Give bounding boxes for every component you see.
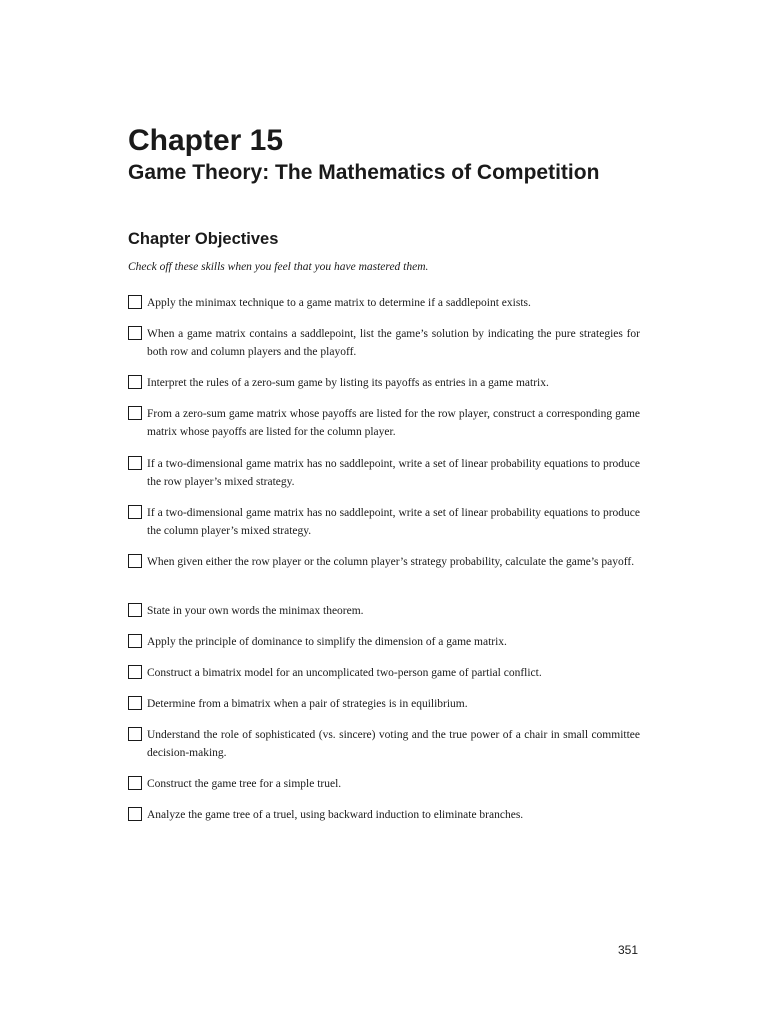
objective-checkbox[interactable] bbox=[128, 665, 142, 679]
objective-item bbox=[128, 806, 640, 824]
objective-item bbox=[128, 553, 640, 571]
objective-checkbox[interactable] bbox=[128, 326, 142, 340]
objective-text: Understand the role of sophisticated (vs. sincere) voting and the true power of a chair in small committee decision-making. bbox=[147, 729, 640, 759]
objective-item bbox=[128, 695, 640, 713]
objective-checkbox[interactable] bbox=[128, 807, 142, 821]
objective-item bbox=[128, 602, 640, 620]
objective-checkbox[interactable] bbox=[128, 375, 142, 389]
objective-text: Interpret the rules of a zero-sum game by listing its payoffs as entries in a game matrix. bbox=[147, 377, 549, 389]
objective-item bbox=[128, 455, 640, 491]
objective-checkbox[interactable] bbox=[128, 505, 142, 519]
objective-text: Analyze the game tree of a truel, using backward induction to eliminate branches. bbox=[147, 809, 524, 821]
objective-checkbox[interactable] bbox=[128, 295, 142, 309]
objective-text: Construct a bimatrix model for an uncomplicated two-person game of partial conflict. bbox=[147, 667, 542, 679]
objective-item bbox=[128, 405, 640, 441]
objective-item bbox=[128, 374, 640, 392]
objective-checkbox[interactable] bbox=[128, 456, 142, 470]
objective-checkbox[interactable] bbox=[128, 727, 142, 741]
objectives-instruction: Check off these skills when you feel that you have mastered them. bbox=[128, 261, 429, 273]
objective-text: Determine from a bimatrix when a pair of strategies is in equilibrium. bbox=[147, 698, 468, 710]
objective-item bbox=[128, 294, 640, 312]
objective-item bbox=[128, 726, 640, 762]
section-heading-objectives: Chapter Objectives bbox=[128, 230, 279, 248]
objective-text: When a game matrix contains a saddlepoint, list the game’s solution by indicating the pure strategies for both row and column players and the playoff. bbox=[147, 328, 640, 358]
objective-text: Apply the minimax technique to a game matrix to determine if a saddlepoint exists. bbox=[147, 297, 531, 309]
objective-checkbox[interactable] bbox=[128, 603, 142, 617]
objective-checkbox[interactable] bbox=[128, 696, 142, 710]
objective-text: From a zero-sum game matrix whose payoffs are listed for the row player, construct a corresponding game matrix whose payoffs are listed for the column player. bbox=[147, 408, 640, 438]
objective-item bbox=[128, 664, 640, 682]
chapter-number: Chapter 15 bbox=[128, 124, 284, 157]
objective-item bbox=[128, 504, 640, 540]
objective-checkbox[interactable] bbox=[128, 406, 142, 420]
objective-text: If a two-dimensional game matrix has no saddlepoint, write a set of linear probability equations to produce the column player’s mixed strategy. bbox=[147, 507, 640, 537]
objective-text: If a two-dimensional game matrix has no saddlepoint, write a set of linear probability equations to produce the row player’s mixed strategy. bbox=[147, 458, 640, 488]
objective-text: Construct the game tree for a simple truel. bbox=[147, 778, 342, 790]
objective-item bbox=[128, 633, 640, 651]
objective-item bbox=[128, 775, 640, 793]
objective-text: When given either the row player or the column player’s strategy probability, calculate the game’s payoff. bbox=[147, 556, 635, 568]
objective-text: State in your own words the minimax theorem. bbox=[147, 605, 364, 617]
objective-item bbox=[128, 325, 640, 361]
objective-checkbox[interactable] bbox=[128, 554, 142, 568]
chapter-title: Game Theory: The Mathematics of Competition bbox=[128, 161, 600, 184]
objective-text: Apply the principle of dominance to simplify the dimension of a game matrix. bbox=[147, 636, 507, 648]
page-number: 351 bbox=[617, 943, 638, 957]
objective-checkbox[interactable] bbox=[128, 634, 142, 648]
objective-checkbox[interactable] bbox=[128, 776, 142, 790]
